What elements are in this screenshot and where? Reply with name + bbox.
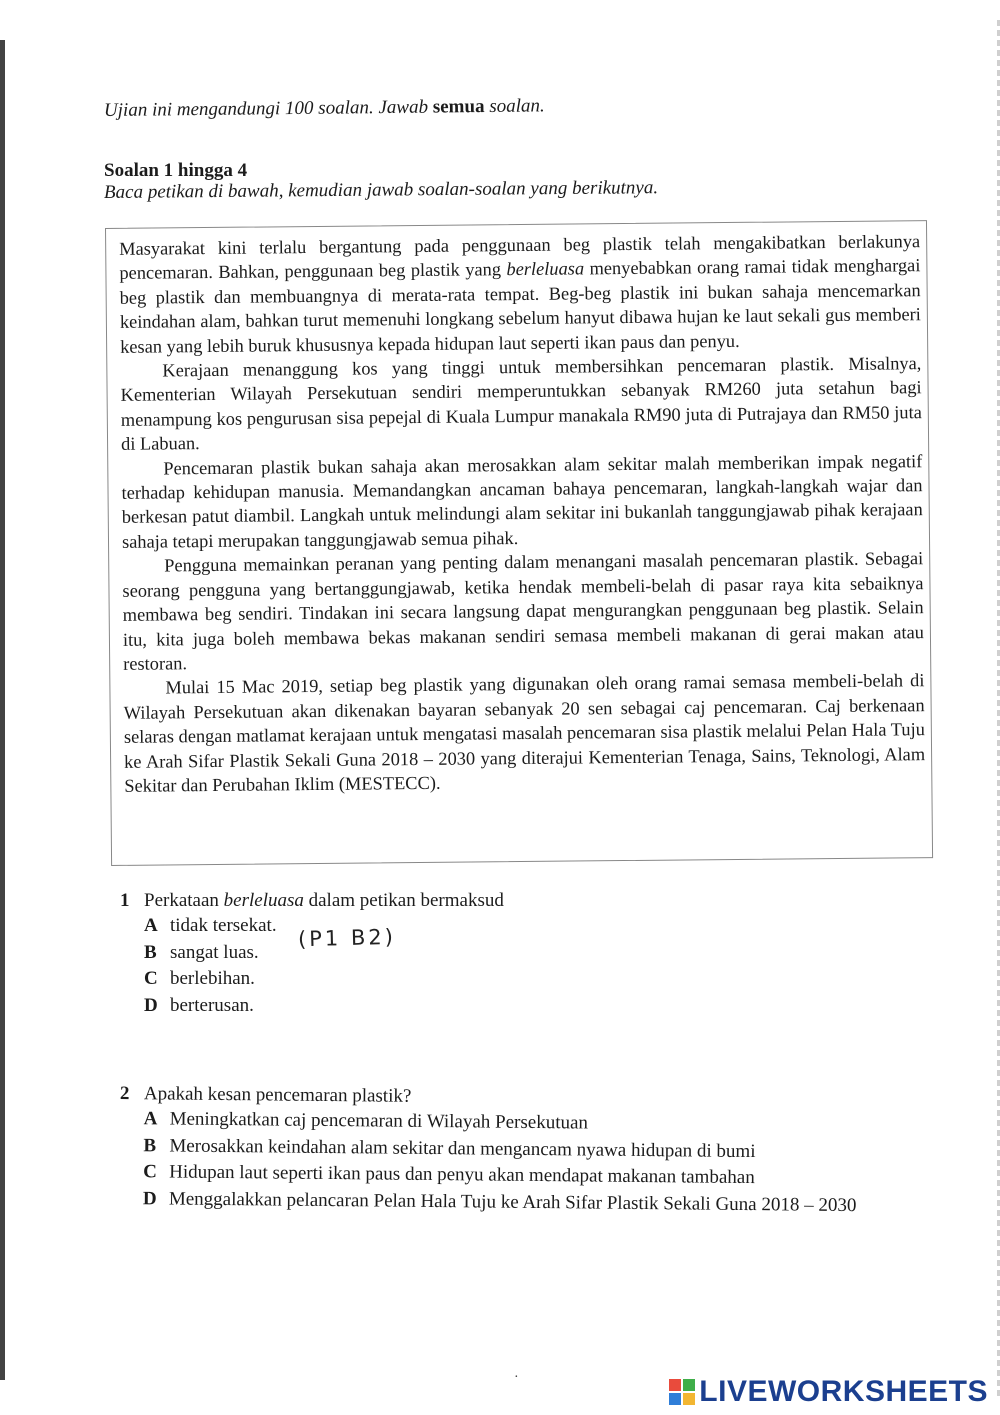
q2-option-b[interactable]: B Merosakkan keindahan alam sekitar dan mengancam nyawa hidupan di bumi (143, 1134, 756, 1162)
q1-option-a[interactable]: A tidak tersekat. (144, 915, 277, 936)
liveworksheets-logo-icon (669, 1379, 695, 1405)
question-number: 2 (119, 1083, 130, 1105)
section-instruction: Baca petikan di bawah, kemudian jawab soalan-soalan yang berikutnya. (103, 177, 659, 203)
scan-speck: · (514, 1370, 519, 1385)
handwritten-note: (P1 B2) (297, 924, 397, 952)
q2-option-a[interactable]: A Meningkatkan caj pencemaran di Wilayah Persekutuan (143, 1108, 589, 1134)
exam-instruction: Ujian ini mengandungi 100 soalan. Jawab semua soalan. (103, 95, 545, 121)
q2-option-d[interactable]: D Menggalakkan pelancaran Pelan Hala Tuju ke Arah Sifar Plastik Sekali Guna 2018 – 2030 (142, 1187, 857, 1216)
q1-option-c[interactable]: C berlebihan. (144, 968, 255, 989)
logo-square (683, 1393, 695, 1405)
scan-edge-left (0, 40, 5, 1380)
question-2 (119, 1083, 858, 1218)
passage-paragraph-1: Masyarakat kini terlalu bergantung pada penggunaan beg plastik telah mengakibatkan berlakunya pencemaran. Bahkan, penggunaan beg plastik yang berleluasa menyebabkan orang ramai tidak menghargai beg plastik dan membuangnya di merata-rata tempat. Beg-beg plastik ini bukan sahaja mencemarkan keindahan alam, bahkan turut memenuhi longkang sebelum hanyut dibawa hujan ke laut sekali gus memberi kesan yang lebih buruk khususnya kepada hidupan laut seperti ikan paus dan penyu. (119, 231, 921, 357)
liveworksheets-brand (669, 1375, 988, 1409)
section-title: Soalan 1 hingga 4 (104, 160, 248, 181)
logo-square (669, 1379, 681, 1391)
passage-paragraph-3: Pencemaran plastik bukan sahaja akan merosakkan alam sekitar malah memberikan impak negatif terhadap kehidupan manusia. Memandangkan ancaman bahaya pencemaran, langkah-langkah wajar dan berkesan patut diambil. Langkah untuk melindungi alam sekitar ini bukanlah tanggungjawab pihak kerajaan sahaja tetapi merupakan tanggungjawab semua pihak. (121, 450, 923, 552)
logo-square (669, 1393, 681, 1405)
q2-option-c[interactable]: C Hidupan laut seperti ikan paus dan penyu akan mendapat makanan tambahan (143, 1161, 755, 1189)
passage-paragraph-5: Mulai 15 Mac 2019, setiap beg plastik yang digunakan oleh orang ramai semasa membeli-belah di Wilayah Persekutuan akan dikenakan bayaran sebanyak 20 sen sebagai caj pencemaran. Caj berkenaan selaras dengan matlamat kerajaan untuk mengatasi masalah pencemaran sisa plastik melalui Pelan Hala Tuju ke Arah Sifar Plastik Sekali Guna 2018 – 2030 yang diterajui Kementerian Tenaga, Sains, Teknologi, Alam Sekitar dan Perubahan Iklim (MESTECC). (123, 670, 926, 796)
logo-square (683, 1379, 695, 1391)
passage-paragraph-2: Kerajaan menanggung kos yang tinggi untuk membersihkan pencemaran plastik. Misalnya, Kementerian Wilayah Persekutuan sendiri memperuntukkan sebanyak RM260 juta setahun bagi menampung kos pengurusan sisa pepejal di Kuala Lumpur manakala RM90 juta di Putrajaya dan RM50 juta di Labuan. (120, 353, 922, 455)
q1-option-d[interactable]: D berterusan. (144, 994, 254, 1016)
question-1 (120, 890, 504, 1018)
question-1-stem: 1 Perkataan berleluasa dalam petikan bermaksud (120, 890, 504, 911)
reading-passage (105, 220, 933, 866)
q1-option-b[interactable]: B sangat luas. (144, 941, 259, 963)
passage-paragraph-4: Pengguna memainkan peranan yang penting dalam menangani masalah pencemaran plastik. Sebagai seorang pengguna yang bertanggungjawab, ketika hendak membeli-belah di pasar raya kita sebaiknya membawa beg sendiri. Tindakan ini secara langsung dapat mengurangkan penggunaan beg plastik. Selain itu, kita juga boleh membawa bekas makanan sendiri semasa membeli makanan di gerai makan atau restoran. (122, 548, 925, 674)
question-number: 1 (120, 890, 130, 911)
question-2-stem: 2 Apakah kesan pencemaran plastik? (119, 1083, 412, 1107)
brand-name: LIVEWORKSHEETS (699, 1375, 988, 1408)
